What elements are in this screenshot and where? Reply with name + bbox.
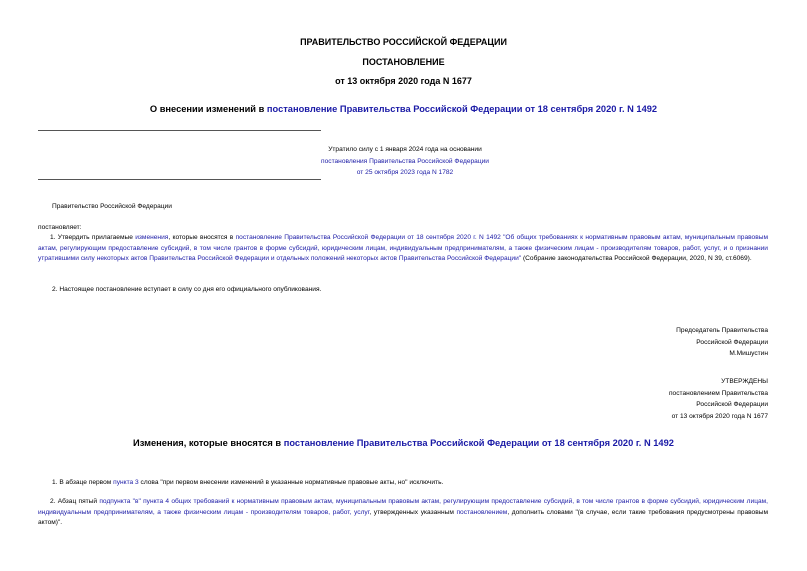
status-link-line-2[interactable]: постановления Правительства Российской Федерации <box>321 157 489 165</box>
divider-top <box>38 130 321 131</box>
changes-heading-link[interactable]: постановление Правительства Российской Федерации от 18 сентября 2020 г. N 1492 <box>283 438 674 448</box>
heading-prefix: О внесении изменений в <box>149 104 267 114</box>
link-point-3[interactable]: пункта 3 <box>113 479 139 486</box>
government-label: Правительство Российской Федерации <box>52 203 172 210</box>
resolves-label: постановляет: <box>38 224 82 231</box>
link-changes[interactable]: изменения <box>135 234 169 241</box>
doc-heading <box>0 104 807 114</box>
status-line-1: Утратило силу с 1 января 2024 года на основании <box>328 146 482 153</box>
approved-block: УТВЕРЖДЕНЫ постановлением Правительства Российской Федерации от 13 октября 2020 года N 1677 <box>668 378 768 420</box>
org-title: ПРАВИТЕЛЬСТВО РОССИЙСКОЙ ФЕДЕРАЦИИ <box>300 37 507 47</box>
paragraph-2: 2. Настоящее постановление вступает в силу со дня его официального опубликования. <box>52 286 322 293</box>
doc-type: ПОСТАНОВЛЕНИЕ <box>362 57 445 67</box>
changes-heading: Изменения, которые вносятся в постановление Правительства Российской Федерации от 18 сентября 2020 г. N 1492 <box>133 438 674 448</box>
change-1: 1. В абзаце первом пункта 3 слова "при первом внесении изменений в указанные нормативные правовые акты, но" исключить. <box>52 479 444 486</box>
change-2: 2. Абзац пятый подпункта "в" пункта 4 общих требований к нормативным правовым актам, муниципальным правовым актам, регулирующим предоставление субсидий, в том числе грантов в форме субсидий, юридическим лицам, индивидуальным предпринимателям, а также физическим лицам - производителям товаров, работ, услуг, утвержденных указанным постановлением, дополнить словами "(в случае, если такие требования предусмотрены правовым актом)". <box>38 498 769 526</box>
paragraph-1: 1. Утвердить прилагаемые изменения, которые вносятся в постановление Правительства Российской Федерации от 18 сентября 2020 г. N 1492 "Об общих требованиях к нормативным правовым актам, муниципальным правовым актам, регулирующим предоставление субсидий, в том числе грантов в форме субсидий, юридическим лицам, индивидуальным предпринимателям, а также физическим лицам - производителям товаров, работ, услуг, и о признании утратившими силу некоторых актов Правительства Российской Федерации и отдельных положений некоторых актов Правительства Российской Федерации" (Собрание законодательства Российской Федерации, 2020, N 39, ст.6069). <box>38 234 768 262</box>
heading-link[interactable]: постановление Правительства Российской Федерации от 18 сентября 2020 г. N 1492 <box>266 104 658 114</box>
link-resolution[interactable]: постановлением <box>456 508 508 516</box>
link-resolution-1492[interactable]: постановление Правительства Российской Федерации от 18 сентября 2020 г. N 1492 "Об общих требованиях к нормативным правовым актам, муниципальным правовым актам, регулирующим предоставление субсидий, в том числе грантов в форме субсидий, юридическим лицам, индивидуальным предпринимателям, а также физическим лицам - производителям товаров, работ, услуг, и о признании утратившими силу некоторых актов Правительства Российской Федерации и отдельных положений некоторых актов Правительства Российской Федерации" <box>38 234 768 262</box>
signature-block: Председатель Правительства Российской Федерации М.Мишустин <box>676 327 768 357</box>
status-note <box>240 144 570 179</box>
doc-date-number: от 13 октября 2020 года N 1677 <box>335 76 472 86</box>
divider-bottom <box>38 179 321 180</box>
link-subpoint-v[interactable]: подпункта "в" пункта 4 общих требований к нормативным правовым актам, муниципальным правовым актам, регулирующим предоставление субсидий, в том числе грантов в форме субсидий, юридическим лицам, индивидуальным предпринимателям, а также физическим лицам - производителям товаров, работ, услуг <box>38 498 769 516</box>
status-link-line-3[interactable]: от 25 октября 2023 года N 1782 <box>356 169 454 176</box>
